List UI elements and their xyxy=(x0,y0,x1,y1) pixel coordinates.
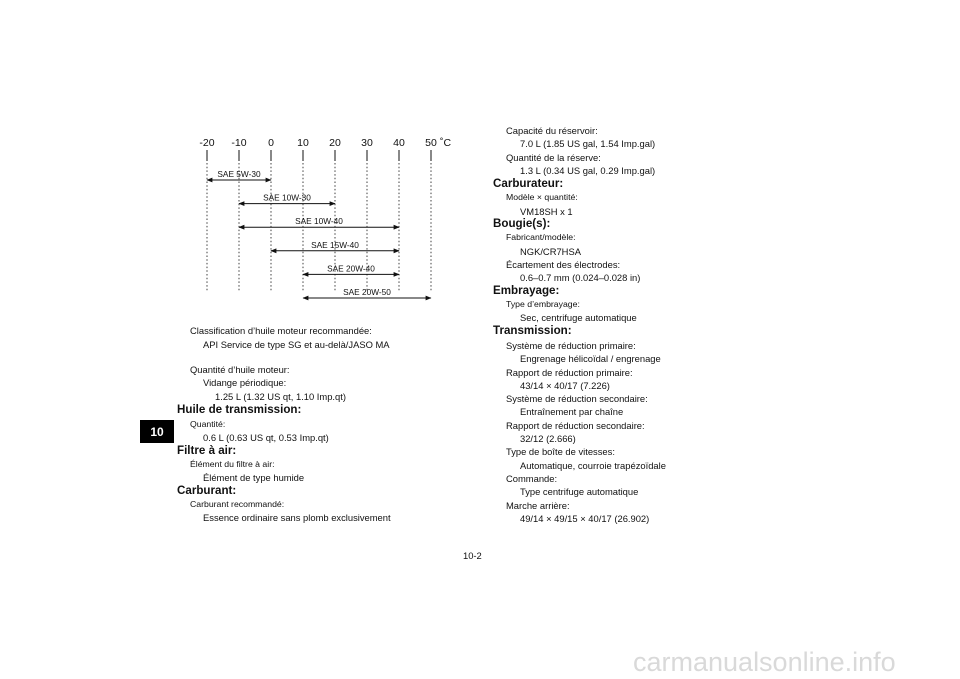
air-filter-element-label: Élément du filtre à air: xyxy=(190,459,275,469)
unit-label: ˚C xyxy=(440,137,452,149)
secondary-system-value: Entraînement par chaîne xyxy=(520,406,624,417)
transmission-oil-qty-value: 0.6 L (0.63 US qt, 0.53 Imp.qt) xyxy=(203,432,329,443)
tick-label: 10 xyxy=(297,137,309,149)
tick-label: 20 xyxy=(329,137,341,149)
fuel-label: Carburant recommandé: xyxy=(190,499,285,509)
tick-label: 0 xyxy=(268,137,274,149)
control-label: Commande: xyxy=(506,473,558,484)
grade-label: SAE 10W-40 xyxy=(295,216,343,227)
primary-ratio-value: 43/14 × 40/17 (7.226) xyxy=(520,380,610,391)
chapter-tab: 10 xyxy=(140,420,174,443)
transmission-oil-qty-label: Quantité: xyxy=(190,419,226,429)
tank-label: Capacité du réservoir: xyxy=(506,125,598,136)
oil-class-label: Classification d’huile moteur recommandée: xyxy=(190,325,372,336)
grade-label: SAE 5W-30 xyxy=(217,169,261,179)
spark-plug-gap-value: 0.6–0.7 mm (0.024–0.028 in) xyxy=(520,272,641,283)
fuel-value: Essence ordinaire sans plomb exclusivement xyxy=(203,512,391,523)
tank-value: 7.0 L (1.85 US gal, 1.54 Imp.gal) xyxy=(520,138,656,149)
clutch-heading: Embrayage: xyxy=(493,284,560,297)
transmission-heading: Transmission: xyxy=(493,324,572,337)
air-filter-element-value: Élément de type humide xyxy=(203,472,305,483)
gearbox-value: Automatique, courroie trapézoïdale xyxy=(520,460,666,471)
spark-plug-gap-label: Écartement des électrodes: xyxy=(506,259,621,270)
tick-label: -20 xyxy=(199,137,215,149)
spark-plug-heading: Bougie(s): xyxy=(493,217,551,230)
oil-qty-sub: Vidange périodique: xyxy=(203,377,287,388)
clutch-value: Sec, centrifuge automatique xyxy=(520,312,637,323)
reserve-label: Quantité de la réserve: xyxy=(506,152,601,163)
reverse-label: Marche arrière: xyxy=(506,500,570,511)
tick-label: 50 xyxy=(425,137,437,149)
tick-label: 30 xyxy=(361,137,373,149)
spark-plug-maker-value: NGK/CR7HSA xyxy=(520,246,581,257)
transmission-oil-heading: Huile de transmission: xyxy=(177,403,302,416)
carburetor-heading: Carburateur: xyxy=(493,177,564,190)
reverse-value: 49/14 × 49/15 × 40/17 (26.902) xyxy=(520,513,650,524)
air-filter-heading: Filtre à air: xyxy=(177,444,237,457)
primary-ratio-label: Rapport de réduction primaire: xyxy=(506,367,633,378)
secondary-system-label: Système de réduction secondaire: xyxy=(506,393,648,404)
grade-label: SAE 10W-30 xyxy=(263,192,311,203)
spark-plug-maker-label: Fabricant/modèle: xyxy=(506,232,576,242)
primary-system-label: Système de réduction primaire: xyxy=(506,340,636,351)
secondary-ratio-label: Rapport de réduction secondaire: xyxy=(506,420,645,431)
primary-system-value: Engrenage hélicoïdal / engrenage xyxy=(520,353,661,364)
control-value: Type centrifuge automatique xyxy=(520,486,639,497)
reserve-value: 1.3 L (0.34 US gal, 0.29 Imp.gal) xyxy=(520,165,656,176)
tick-label: -10 xyxy=(231,137,247,149)
grade-label: SAE 20W-50 xyxy=(343,287,391,297)
gearbox-label: Type de boîte de vitesses: xyxy=(506,446,615,457)
oil-qty-label: Quantité d’huile moteur: xyxy=(190,364,290,375)
grade-label: SAE 20W-40 xyxy=(327,263,375,274)
grade-label: SAE 15W-40 xyxy=(311,239,359,250)
oil-class-value: API Service de type SG et au-delà/JASO MA xyxy=(203,339,390,350)
oil-qty-value: 1.25 L (1.32 US qt, 1.10 Imp.qt) xyxy=(215,391,346,402)
clutch-label: Type d’embrayage: xyxy=(506,299,580,309)
carburetor-label: Modèle × quantité: xyxy=(506,192,578,202)
tick-label: 40 xyxy=(393,137,405,149)
watermark-text: carmanualsonline.info xyxy=(633,647,896,677)
carburetor-value: VM18SH x 1 xyxy=(520,206,573,217)
page-number: 10-2 xyxy=(463,550,482,561)
secondary-ratio-value: 32/12 (2.666) xyxy=(520,433,576,444)
fuel-heading: Carburant: xyxy=(177,484,237,497)
